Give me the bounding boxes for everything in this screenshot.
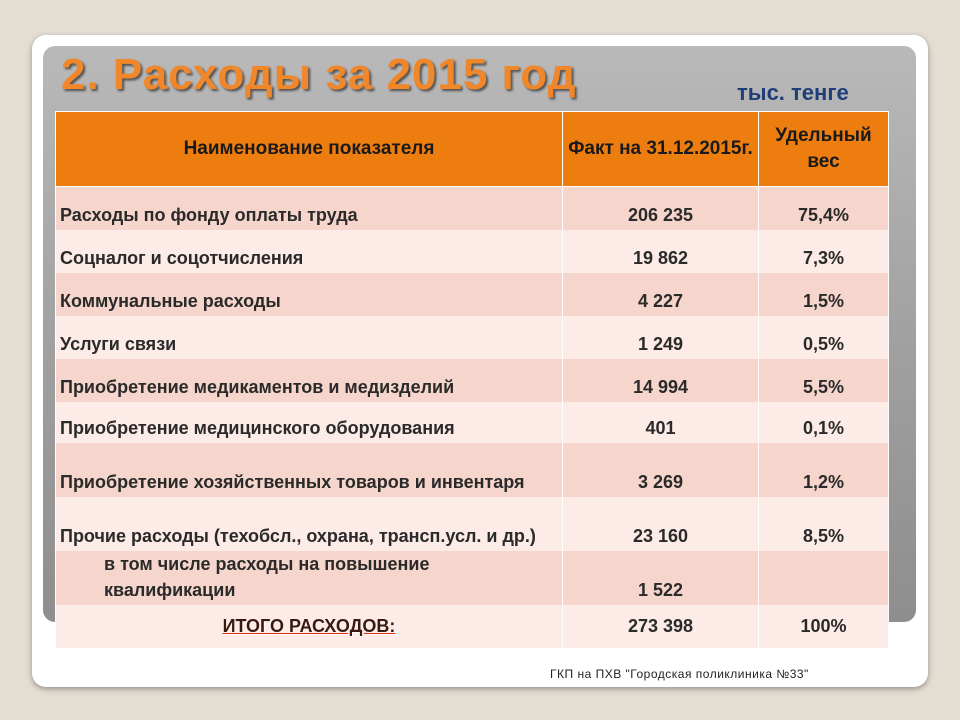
row-share: 5,5% (759, 359, 889, 402)
table-row (56, 402, 889, 443)
units-label: тыс. тенге (737, 80, 849, 105)
row-name: Расходы по фонду оплаты труда (56, 187, 563, 231)
row-share: 1,5% (759, 273, 889, 316)
total-row (56, 605, 889, 648)
expenses-table (55, 111, 889, 648)
table-row (56, 230, 889, 273)
footer-organization: ГКП на ПХВ "Городская поликлиника №33" (550, 667, 809, 681)
row-share (759, 551, 889, 605)
row-fact: 206 235 (563, 187, 759, 231)
row-share: 8,5% (759, 497, 889, 551)
row-fact: 1 522 (563, 551, 759, 605)
row-fact: 3 269 (563, 443, 759, 497)
table-row (56, 316, 889, 359)
row-name: Приобретение хозяйственных товаров и инвентаря (56, 443, 563, 497)
table-row (56, 359, 889, 402)
row-name: Приобретение медикаментов и медизделий (56, 359, 563, 402)
page-title: 2. Расходы за 2015 год (61, 50, 577, 99)
row-name: Услуги связи (56, 316, 563, 359)
row-name: в том числе расходы на повышение квалификации (56, 551, 563, 605)
header-name: Наименование показателя (56, 112, 563, 187)
row-share: 75,4% (759, 187, 889, 231)
total-share: 100% (759, 605, 889, 648)
table-header-row (56, 112, 889, 187)
row-name: Прочие расходы (техобсл., охрана, трансп.усл. и др.) (56, 497, 563, 551)
table-row (56, 497, 889, 551)
row-fact: 1 249 (563, 316, 759, 359)
row-fact: 19 862 (563, 230, 759, 273)
table-row (56, 273, 889, 316)
total-fact: 273 398 (563, 605, 759, 648)
row-share: 7,3% (759, 230, 889, 273)
row-fact: 23 160 (563, 497, 759, 551)
row-name: Коммунальные расходы (56, 273, 563, 316)
table-row (56, 187, 889, 231)
row-name: Приобретение медицинского оборудования (56, 402, 563, 443)
row-fact: 4 227 (563, 273, 759, 316)
row-share: 0,1% (759, 402, 889, 443)
header-fact: Факт на 31.12.2015г. (563, 112, 759, 187)
table-row (56, 551, 889, 605)
total-cell (56, 605, 563, 648)
row-name: Соцналог и соцотчисления (56, 230, 563, 273)
row-share: 1,2% (759, 443, 889, 497)
header-share: Удельный вес (759, 112, 889, 187)
row-fact: 401 (563, 402, 759, 443)
total-label: ИТОГО РАСХОДОВ: (222, 615, 396, 636)
table-row (56, 443, 889, 497)
row-fact: 14 994 (563, 359, 759, 402)
row-share: 0,5% (759, 316, 889, 359)
